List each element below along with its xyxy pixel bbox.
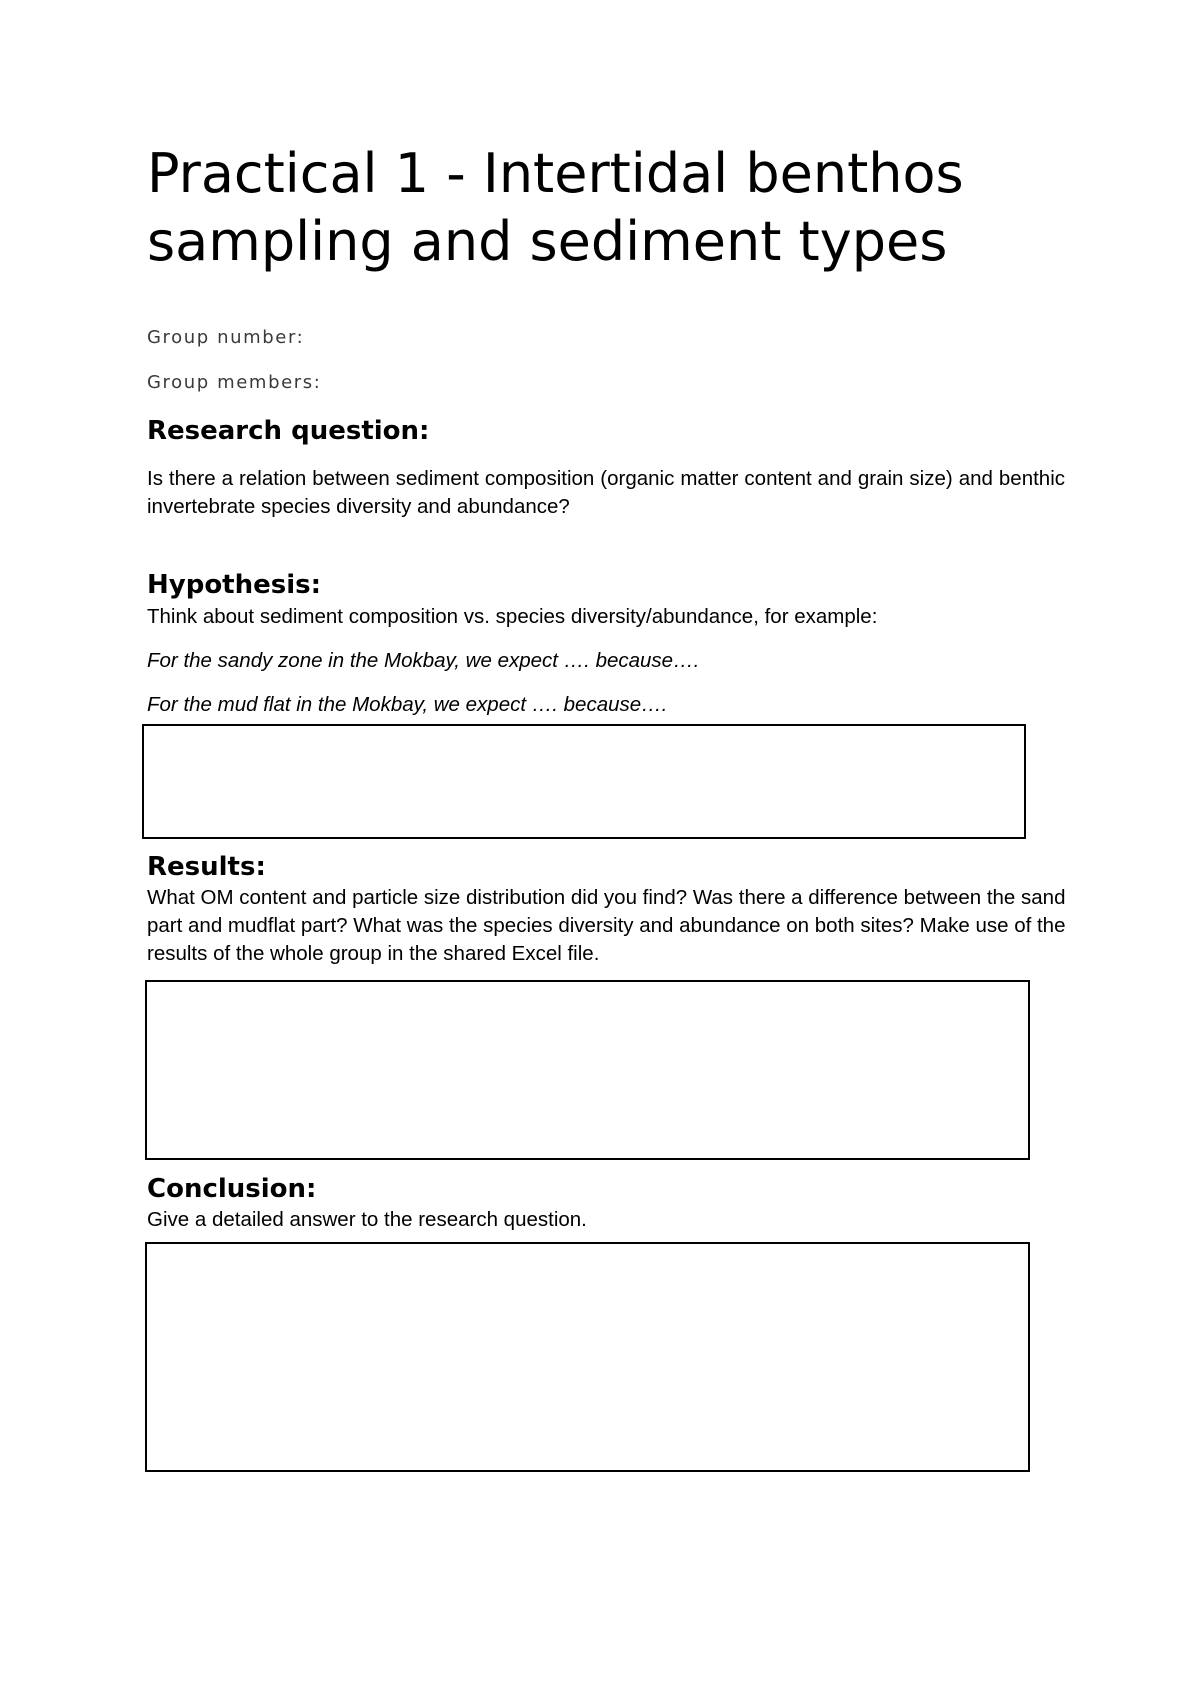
group-members-label: Group members: [147,372,322,393]
hypothesis-example-sandy: For the sandy zone in the Mokbay, we expect …. because…. [147,649,700,672]
page-title: Practical 1 - Intertidal benthos sampling and sediment types [147,142,964,273]
results-heading: Results: [147,852,266,882]
research-question-text: Is there a relation between sediment composition (organic matter content and grain size) and benthic invertebrate species diversity and abundance? [147,467,1065,518]
hypothesis-example-mud: For the mud flat in the Mokbay, we expect …. because…. [147,693,668,716]
hypothesis-prompt: Think about sediment composition vs. species diversity/abundance, for example: [147,605,878,628]
hypothesis-answer-box[interactable] [142,724,1026,839]
results-answer-box[interactable] [145,980,1030,1160]
conclusion-answer-box[interactable] [145,1242,1030,1472]
conclusion-heading: Conclusion: [147,1174,317,1204]
conclusion-prompt: Give a detailed answer to the research question. [147,1208,587,1231]
research-question-heading: Research question: [147,416,430,446]
group-number-label: Group number: [147,327,305,348]
hypothesis-heading: Hypothesis: [147,570,322,600]
results-prompt: What OM content and particle size distribution did you find? Was there a difference between the sand part and mudflat part? What was the species diversity and abundance on both sites? Make use of the results of the whole group in the shared Excel file. [147,886,1066,965]
